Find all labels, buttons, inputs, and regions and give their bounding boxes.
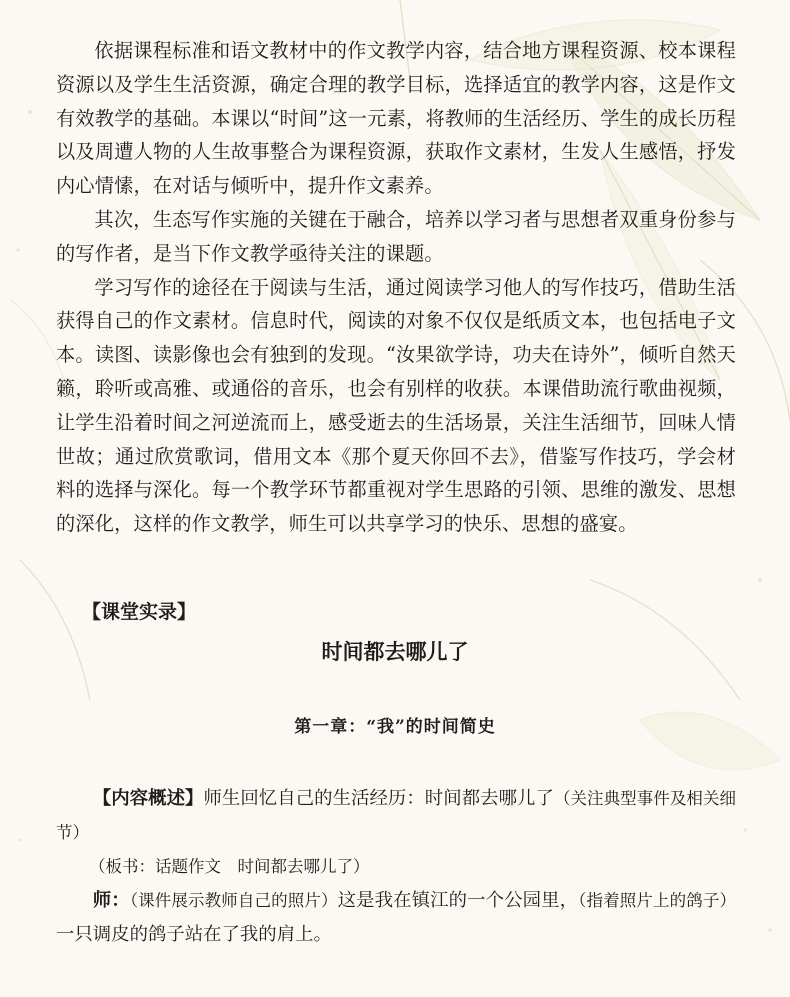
section-heading: 【课堂实录】 [82,601,197,623]
teacher-note: （课件展示教师自己的照片） [129,891,338,910]
board-note: （板书：话题作文 时间都去哪儿了） [89,857,370,876]
teacher-line [56,884,736,952]
classroom-record [56,782,736,952]
teacher-label: 师： [92,890,130,911]
paragraph-1: 依据课程标准和语文教材中的作文教学内容，结合地方课程资源、校本课程资源以及学生生活资源，确定合理的教学目标，选择适宜的教学内容，这是作文有效教学的基础。本课以“时间”这一元素，将教师的生活经历、学生的成长历程以及周遭人物的人生故事整合为课程资源，获取作文素材，生发人生感悟，抒发内心情愫，在对话与倾听中，提升作文素养。 [56,39,736,198]
lesson-title: 时间都去哪儿了 [321,640,469,664]
teacher-note-2: （指着照片上的鸽子） [578,891,736,910]
teacher-text-b: 一只调皮的鸽子站在了我的肩上。 [56,924,332,945]
overview-line [56,782,736,850]
chapter-title: 第一章：“我”的时间简史 [294,717,496,737]
essay-body [56,34,736,541]
paragraph-3: 学习写作的途径在于阅读与生活，通过阅读学习他人的写作技巧，借助生活获得自己的作文素材。信息时代，阅读的对象不仅仅是纸质文本，也包括电子文本。读图、读影像也会有独到的发现。“汝果欲学诗，功夫在诗外”，倾听自然天籁，聆听或高雅、或通俗的音乐，也会有别样的收获。本课借助流行歌曲视频，让学生沿着时间之河逆流而上，感受逝去的生活场景，关注生活细节，回味人情世故；通过欣赏歌词，借用文本《那个夏天你回不去》，借鉴写作技巧，学会材料的选择与深化。每一个教学环节都重视对学生思路的引领、思维的激发、思想的深化，这样的作文教学，师生可以共享学习的快乐、思想的盛宴。 [56,275,736,536]
overview-note: （关注典型事件及相关细节） [56,789,736,842]
overview-text: 师生回忆自己的生活经历：时间都去哪儿了 [203,788,554,809]
paragraph-2: 其次，生态写作实施的关键在于融合，培养以学习者与思想者双重身份参与的写作者，是当下作文教学亟待关注的课题。 [56,207,736,265]
teacher-text-a: 这是我在镇江的一个公园里， [337,890,579,911]
overview-label: 【内容概述】 [92,788,204,809]
